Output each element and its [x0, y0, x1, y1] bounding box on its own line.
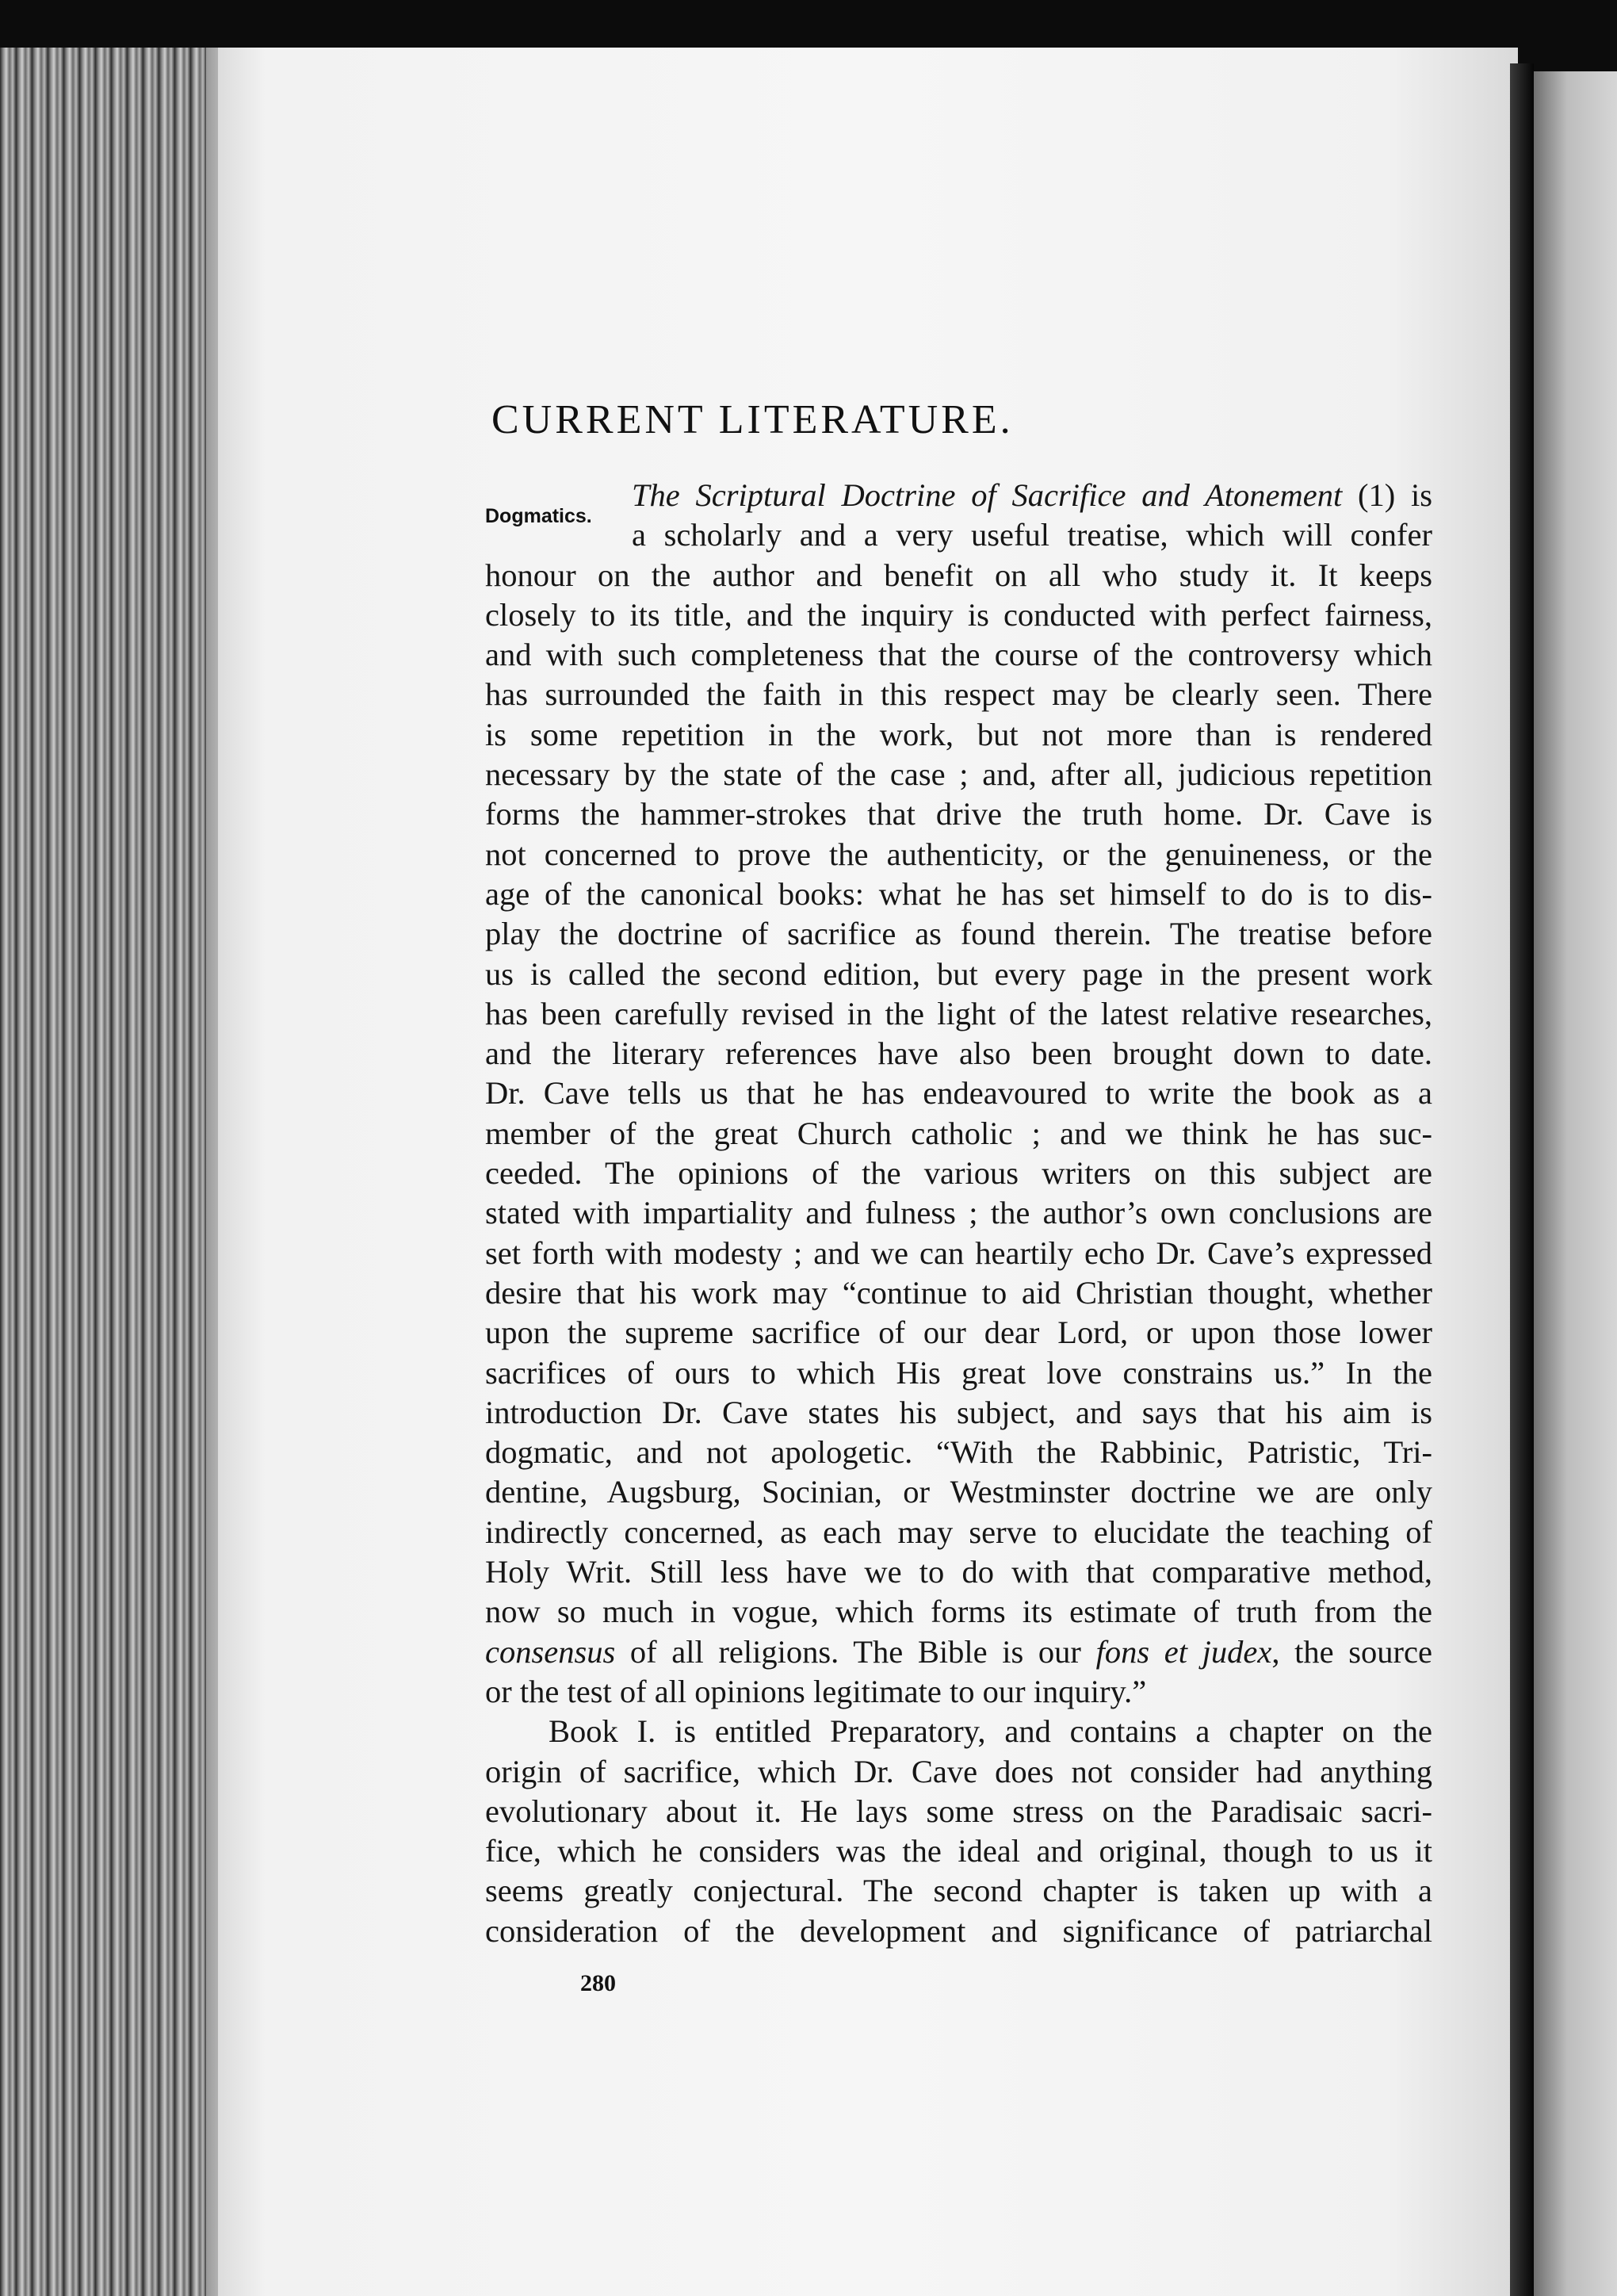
text-line: a scholarly and a very useful treatise, which will confer	[632, 517, 1432, 553]
text-line: dogmatic, and not apologetic. “With the Rabbinic, Patristic, Tri-	[485, 1434, 1432, 1471]
text-line: Dr. Cave tells us that he has endeavoured to write the book as a	[485, 1075, 1432, 1112]
text-line: age of the canonical books: what he has set himself to do is to dis-	[485, 875, 1432, 912]
text-line: now so much in vogue, which forms its estimate of truth from the	[485, 1594, 1432, 1630]
text-line: not concerned to prove the authenticity, or the genuineness, or the	[485, 836, 1432, 872]
text-line: desire that his work may “continue to aid Christian thought, whether	[485, 1274, 1432, 1311]
margin-note: Dogmatics.	[485, 505, 592, 527]
italic-term: fons et judex	[1095, 1633, 1272, 1670]
text-line: necessary by the state of the case ; and, after all, judicious repetition	[485, 756, 1432, 793]
page-number: 280	[580, 1970, 616, 1996]
text-line: upon the supreme sacrifice of our dear Lord, or upon those lower	[485, 1314, 1432, 1351]
text-line: Holy Writ. Still less have we to do with that comparative method,	[485, 1554, 1432, 1590]
text-line: is some repetition in the work, but not more than is rendered	[485, 716, 1432, 752]
text-line: forms the hammer-strokes that drive the truth home. Dr. Cave is	[485, 796, 1432, 832]
text-line: dentine, Augsburg, Socinian, or Westminster doctrine we are only	[485, 1474, 1432, 1510]
text-line: consideration of the development and significance of patriarchal	[485, 1912, 1432, 1949]
text-line: has been carefully revised in the light of the latest relative researches,	[485, 995, 1432, 1031]
book-title: The Scriptural Doctrine of Sacrifice and Atonement	[632, 477, 1343, 513]
text-line: Book I. is entitled Preparatory, and contains a chapter on the	[549, 1713, 1432, 1750]
text-line: and with such completeness that the course of the controversy which	[485, 637, 1432, 673]
text-line: us is called the second edition, but every page in the present work	[485, 955, 1432, 992]
text-line: has surrounded the faith in this respect may be clearly seen. There	[485, 676, 1432, 713]
text-line: and the literary references have also been brought down to date.	[485, 1035, 1432, 1072]
text-line: sacrifices of ours to which His great love constrains us.” In the	[485, 1354, 1432, 1391]
section-heading: CURRENT LITERATURE.	[491, 397, 1014, 442]
text-line: fice, which he considers was the ideal and original, though to us it	[485, 1833, 1432, 1869]
text-line: introduction Dr. Cave states his subject, and says that his aim is	[485, 1394, 1432, 1430]
text-line: consensus of all religions. The Bible is our fons et judex, the source	[485, 1633, 1432, 1670]
text-line: play the doctrine of sacrifice as found therein. The treatise before	[485, 916, 1432, 952]
page-edges	[0, 48, 238, 2296]
text-line: The Scriptural Doctrine of Sacrifice and Atonement (1) is	[632, 477, 1432, 513]
text-line: seems greatly conjectural. The second chapter is taken up with a	[485, 1873, 1432, 1909]
text-line: origin of sacrifice, which Dr. Cave does not consider had anything	[485, 1753, 1432, 1789]
text-line: ceeded. The opinions of the various writers on this subject are	[485, 1155, 1432, 1192]
text-line: stated with impartiality and fulness ; the author’s own conclusions are	[485, 1195, 1432, 1231]
text-line: indirectly concerned, as each may serve to elucidate the teaching of	[485, 1513, 1432, 1550]
text-line: or the test of all opinions legitimate to our inquiry.”	[485, 1673, 1147, 1709]
text-line: member of the great Church catholic ; and we think he has suc-	[485, 1115, 1432, 1151]
text-line: closely to its title, and the inquiry is conducted with perfect fairness,	[485, 596, 1432, 633]
text-line: set forth with modesty ; and we can heartily echo Dr. Cave’s expressed	[485, 1234, 1432, 1271]
body-text	[485, 476, 1432, 1951]
text-line: honour on the author and benefit on all who study it. It keeps	[485, 557, 1432, 593]
text-line: evolutionary about it. He lays some stress on the Paradisaic sacri-	[485, 1793, 1432, 1829]
italic-term: consensus	[485, 1633, 616, 1670]
